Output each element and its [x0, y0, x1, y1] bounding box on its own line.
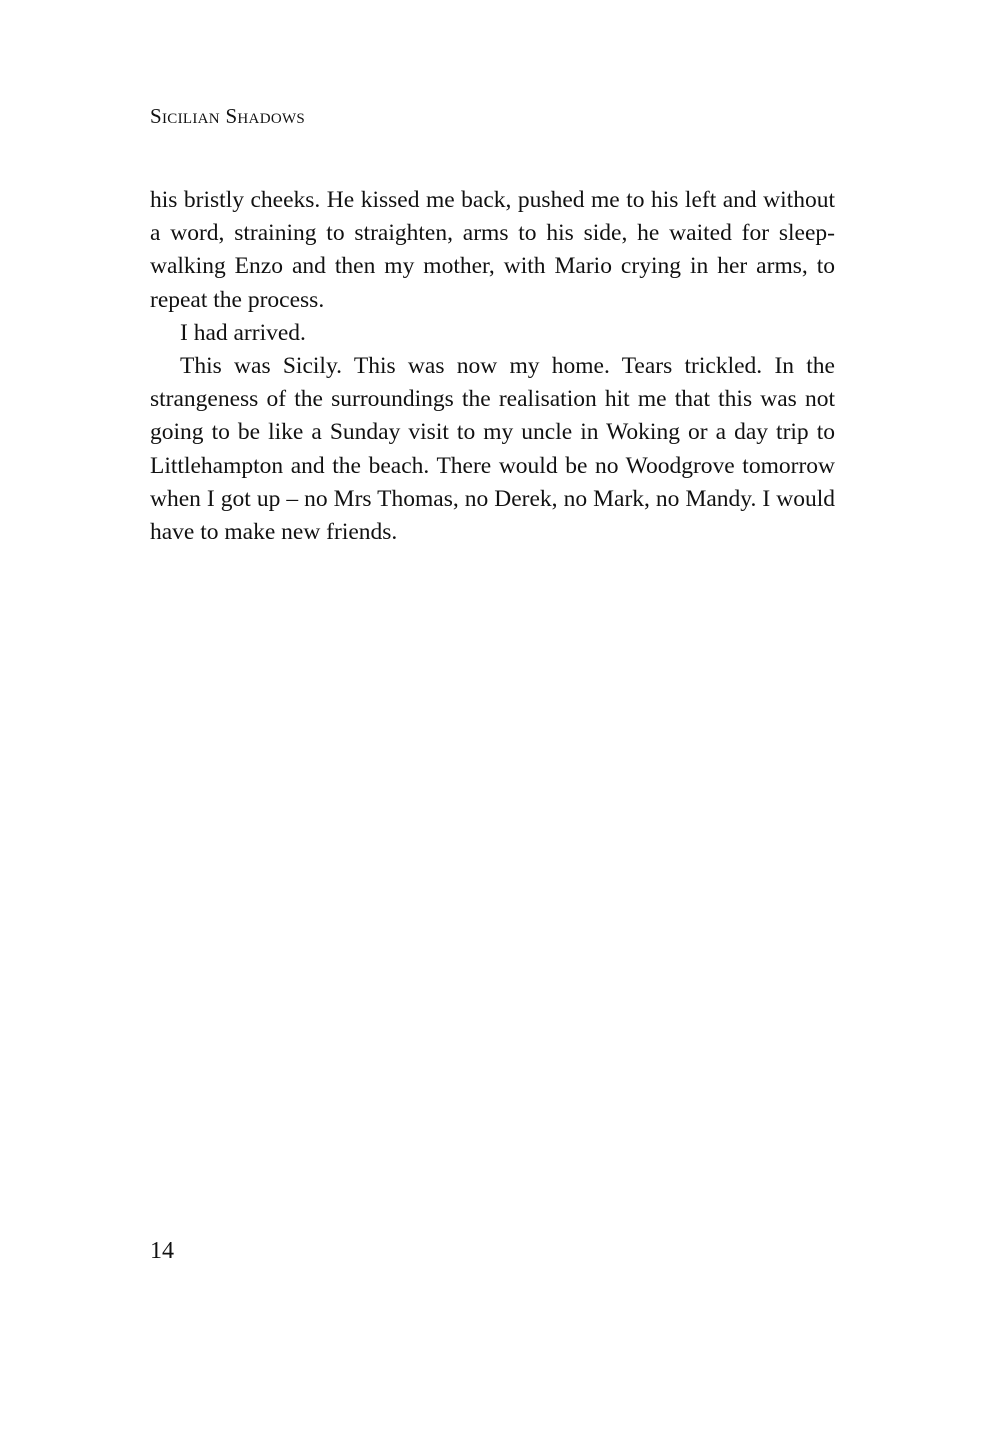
- paragraph-sicily: This was Sicily. This was now my home. Tears trickled. In the strangeness of the surroundings the realisation hit me that this was not going to be like a Sunday visit to my uncle in Woking or a day trip to Littlehampton and the beach. There would be no Woodgrove tomorrow when I got up – no Mrs Thomas, no Derek, no Mark, no Mandy. I would have to make new friends.: [150, 353, 835, 546]
- page-number: 14: [150, 1238, 174, 1264]
- body-text: [150, 184, 835, 549]
- running-head: Sicilian Shadows: [150, 104, 306, 128]
- paragraph-arrived: I had arrived.: [180, 319, 306, 346]
- paragraph-continuation: his bristly cheeks. He kissed me back, pushed me to his left and without a word, straining to straighten, arms to his side, he waited for sleep-walking Enzo and then my mother, with Mario crying in her arms, to repeat the process.: [150, 187, 835, 313]
